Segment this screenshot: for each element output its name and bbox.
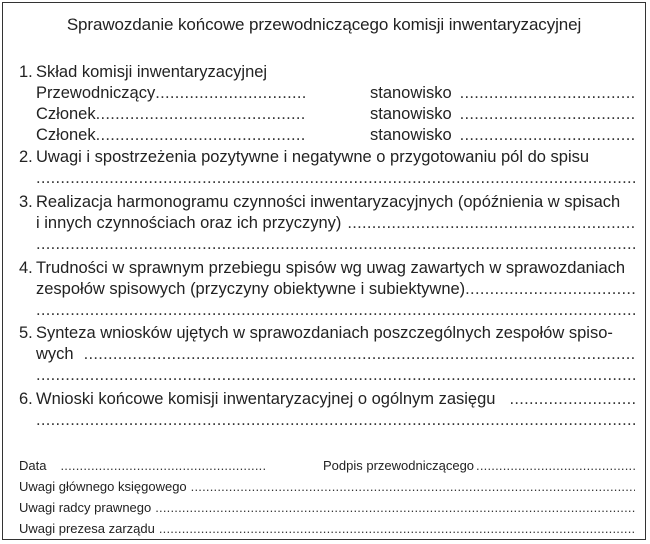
section-3-heading: 3. Realizacja harmonogramu czynności inwentaryzacyjnych (opóźnienia w spisach — [19, 193, 621, 211]
member-2-position-field[interactable]: stanowisko ..... — [370, 125, 636, 145]
date-field[interactable]: Data ..... — [19, 458, 266, 474]
section-2-heading: 2. Uwagi i spostrzeżenia pozytywne i negatywne o przygotowaniu pól do spisu — [19, 148, 590, 166]
form-title: Sprawozdanie końcowe przewodniczącego komisji inwentaryzacyjnej — [66, 15, 582, 34]
legal-counsel-notes-field[interactable]: Uwagi radcy prawnego ..... — [19, 500, 635, 516]
fill-line — [159, 521, 635, 537]
fill-line — [36, 234, 636, 254]
fill-line — [155, 500, 635, 516]
chief-accountant-notes-field[interactable]: Uwagi głównego księgowego ..... — [19, 479, 635, 495]
fill-line — [155, 83, 307, 103]
fill-line — [460, 83, 636, 103]
section-1-heading: 1. Skład komisji inwentaryzacyjnej — [19, 63, 268, 81]
fill-line — [191, 479, 635, 495]
president-notes-field[interactable]: Uwagi prezesa zarządu ..... — [19, 521, 635, 537]
fill-line — [36, 365, 636, 385]
fill-line — [60, 458, 266, 474]
section-4-heading: 4. Trudności w sprawnym przebiegu spisów wg uwag zawartych w sprawozdaniach — [19, 259, 626, 277]
section-6-answer-line[interactable] — [36, 410, 636, 430]
fill-line — [509, 389, 636, 409]
member-2-name-field[interactable]: Członek ..... — [36, 125, 307, 145]
fill-line — [347, 213, 636, 233]
chairman-signature-field[interactable]: Podpis przewodniczącego ..... — [323, 458, 635, 474]
fill-line — [476, 458, 635, 474]
fill-line — [460, 104, 636, 124]
section-4-answer-line-1[interactable]: zespołów spisowych (przyczyny obiektywne i subiektywne) ..... — [36, 279, 636, 299]
chairman-position-field[interactable]: stanowisko ..... — [370, 83, 636, 103]
member-1-position-field[interactable]: stanowisko ..... — [370, 104, 636, 124]
section-6-heading: 6. Wnioski końcowe komisji inwentaryzacyjnej o ogólnym zasięgu ..... — [19, 389, 639, 409]
fill-line — [96, 125, 307, 145]
member-1-name-field[interactable]: Członek ..... — [36, 104, 307, 124]
fill-line — [84, 344, 636, 364]
section-5-answer-line-1[interactable]: wych ..... — [36, 344, 636, 364]
section-2-answer-line[interactable] — [36, 168, 636, 188]
report-form — [2, 2, 646, 540]
section-3-answer-line-2[interactable] — [36, 234, 636, 254]
section-3-answer-line-1[interactable]: i innych czynnościach oraz ich przyczyny) ..... — [36, 213, 636, 233]
fill-line — [36, 300, 636, 320]
section-5-answer-line-2[interactable] — [36, 365, 636, 385]
fill-line — [96, 104, 307, 124]
fill-line — [36, 168, 636, 188]
section-4-answer-line-2[interactable] — [36, 300, 636, 320]
section-5-heading: 5. Synteza wniosków ujętych w sprawozdaniach poszczególnych zespołów spiso- — [19, 324, 613, 342]
fill-line — [36, 410, 636, 430]
fill-line — [465, 279, 636, 299]
fill-line — [460, 125, 636, 145]
chairman-name-field[interactable]: Przewodniczący ..... — [36, 83, 307, 103]
